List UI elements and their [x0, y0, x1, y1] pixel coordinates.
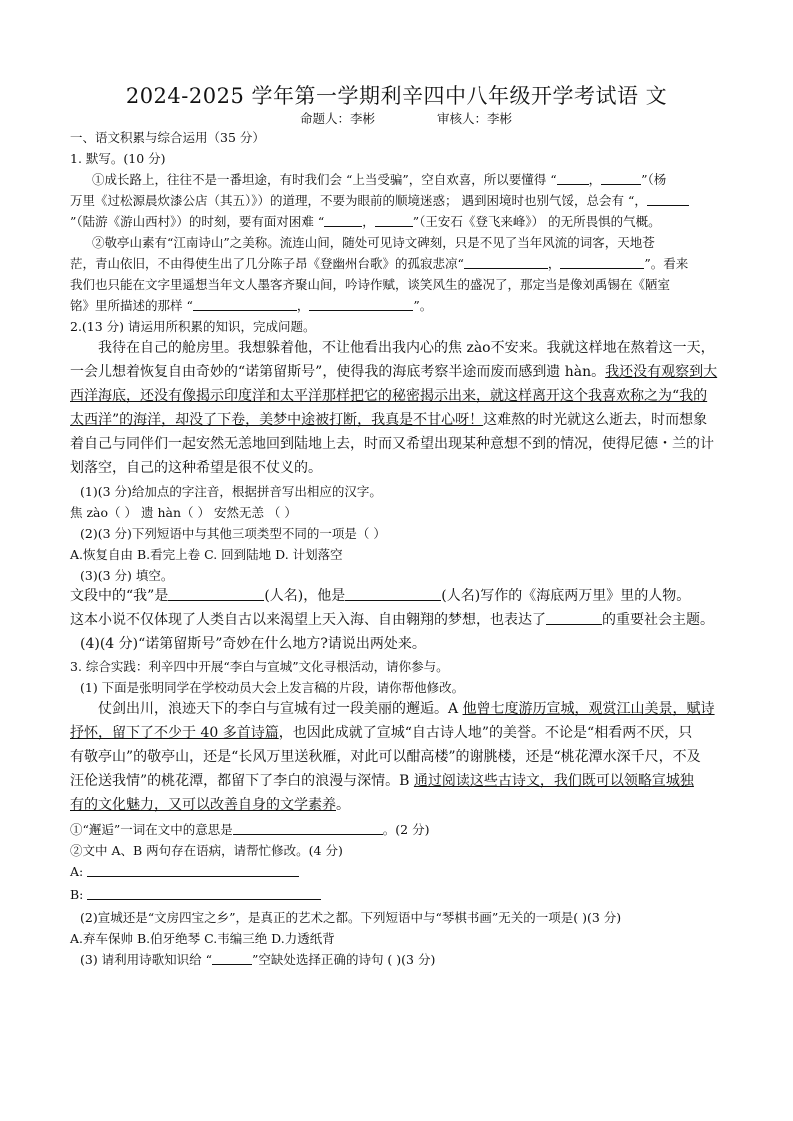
q3-text: ”空缺处选择正确的诗句 ( )(3 分): [252, 952, 436, 967]
q3-options: A.弃车保帅 B.伯牙绝琴 C.韦编三绝 D.力透纸背: [70, 931, 335, 946]
passage-text: 。: [336, 797, 350, 813]
answer-blank[interactable]: [375, 214, 413, 227]
answer-blank[interactable]: [557, 172, 589, 185]
q1-text: ，: [547, 256, 561, 271]
answer-blank[interactable]: [309, 298, 413, 311]
passage-text: 汪伦送我情”的桃花潭，都留下了李白的浪漫与深情。B: [70, 773, 414, 789]
q1-line: [92, 169, 666, 190]
passage-line: [70, 408, 707, 432]
answer-label: A:: [70, 864, 84, 879]
passage-line: 划落空，自己的这种希望是很不仗义的。: [70, 460, 322, 476]
q1-text: ”。: [413, 298, 433, 313]
q3-sub-question: (2)宣城还是“文房四宝之乡”，是真正的艺术之都。下列短语中与“琴棋书画”无关的一项是( )(3 分): [80, 910, 622, 925]
underlined-text: 抒怀，留下了不少于 40 多首诗篇: [70, 725, 279, 741]
answer-blank[interactable]: [212, 952, 252, 965]
answer-blank[interactable]: [601, 172, 641, 185]
fill-text: 的重要社会主题。: [602, 612, 714, 628]
q1-text: ，: [362, 214, 375, 229]
passage-line: 我待在自己的舱房里。我想躲着他，不让他看出我内心的焦 zào不安来。我就这样地在熬着这一天，: [98, 340, 715, 356]
answer-blank[interactable]: [324, 214, 362, 227]
answer-blank[interactable]: [193, 298, 297, 311]
passage-text: 一会儿想着恢复自由奇妙的“诺第留斯号”，使得我的海底考察半途而废而感到遗 hàn。: [70, 364, 606, 380]
answer-line-a: [70, 861, 299, 882]
reviewer-label: 审核人：李彬: [437, 111, 513, 126]
underlined-text: 他曾七度游历宣城，观赏江山美景，赋诗: [462, 701, 715, 717]
q1-text: ”。看来: [644, 256, 689, 271]
fill-line: [70, 584, 690, 608]
q2-sub-question: (4)(4 分)“诺第留斯号”奇妙在什么地方?请说出两处来。: [80, 636, 426, 652]
q1-text: 茫，青山依旧，不由得使生出了几分陈子昂《登幽州台歌》的孤寂悲凉“: [70, 256, 464, 271]
underlined-text: 通过阅读这些古诗文，我们既可以领略宣城独: [413, 773, 694, 789]
underlined-text: 有的文化魅力，又可以改善自身的文学素养: [70, 797, 336, 813]
passage-line: 着自己与同伴们一起安然无恙地回到陆地上去，时而又希望出现某种意想不到的情况，使得尼德・兰的计: [70, 436, 714, 452]
answer-blank[interactable]: [647, 193, 689, 206]
answer-blank[interactable]: [546, 612, 602, 625]
q3-text: 。(2 分): [382, 822, 430, 837]
q2-sub-question: (3)(3 分) 填空。: [80, 568, 174, 583]
passage-line: [70, 769, 694, 793]
q1-heading: 1. 默写。(10 分): [70, 151, 166, 166]
q1-text: ①成长路上，往往不是一番坦途，有时我们会 “上当受骗”，空自欢喜，所以要懂得 “: [92, 172, 557, 187]
q1-line: ②敬亭山素有“江南诗山”之美称。流连山间，随处可见诗文碑刻，只是不见了当年风流的词客，天地苍: [92, 235, 655, 250]
q2-sub-question: (2)(3 分)下列短语中与其他三项类型不同的一项是（ ）: [80, 526, 386, 541]
q2-options: A.恢复自由 B.看完上卷 C. 回到陆地 D. 计划落空: [70, 547, 343, 562]
q1-text: ，: [588, 172, 602, 187]
answer-blank[interactable]: [87, 887, 321, 900]
passage-line: [70, 721, 692, 745]
underlined-text: 我还没有观察到大: [605, 364, 718, 380]
passage-line: [98, 697, 715, 721]
fill-text: 文段中的“我”是: [70, 588, 169, 604]
q3-text: ①“邂逅”一词在文中的意思是: [70, 822, 233, 837]
fill-line: [70, 608, 714, 632]
passage-line: [70, 793, 350, 817]
section-heading: 一、语文积累与综合运用（35 分）: [70, 130, 265, 145]
answer-blank[interactable]: [464, 256, 548, 269]
q2-sub-question: (1)(3 分)给加点的字注音，根据拼音写出相应的汉字。: [80, 484, 382, 499]
q1-text: 万里《过松源晨炊漆公店（其五）》）的道理，不要为眼前的顺境迷惑； 遇到困境时也别气馁，总会有 “，: [70, 193, 647, 208]
underlined-text: 太西洋”的海洋，却没了下卷，美梦中途被打断，我真是不甘心呀！: [70, 412, 484, 428]
q3-heading: 3. 综合实践：利辛四中开展“李白与宣城”文化寻根活动，请你参与。: [70, 659, 449, 674]
q1-line: [70, 295, 432, 316]
passage-text: 仗剑出川，浪迹天下的李白与宣城有过一段美丽的邂逅。A: [98, 701, 463, 717]
q1-line: [70, 253, 688, 274]
q3-item: [70, 819, 429, 840]
q1-text: ，: [296, 298, 310, 313]
passage-text: ，也因此成就了宣城“自古诗人地”的美誉。不论是“相看两不厌，只: [278, 725, 693, 741]
q2-sub-answers: 焦 zào（ ） 遗 hàn（ ） 安然无恙 （ ）: [70, 505, 297, 520]
fill-text: (人名)，他是: [264, 588, 346, 604]
q3-item: ②文中 A、B 两句存在语病，请帮忙修改。(4 分): [70, 843, 343, 858]
q1-text: ”（杨: [641, 172, 667, 187]
setter-label: 命题人：李彬: [300, 111, 376, 126]
q3-text: (3) 请利用诗歌知识给 “: [80, 952, 213, 967]
q1-line: [70, 211, 661, 232]
q1-text: ”（陆游《游山西村》）的时刻，要有面对困难 “: [70, 214, 325, 229]
passage-line: 西洋海底，还没有像揭示印度洋和太平洋那样把它的秘密揭示出来，就这样离开这个我喜欢称之为“我的: [70, 388, 708, 404]
q1-text: 铭》里所描述的那样 “: [70, 298, 193, 313]
q1-text: ”（王安石《登飞来峰》） 的无所畏惧的气概。: [412, 214, 661, 229]
q1-line: [70, 190, 689, 211]
passage-text: 这难熬的时光就这么逝去，时而想象: [483, 412, 708, 428]
passage-line: 有敬亭山”的敬亭山，还是“长风万里送秋雁，对此可以酣高楼”的谢朓楼，还是“桃花潭水深千尺，不及: [70, 749, 701, 765]
fill-text: (人名)写作的《海底两万里》里的人物。: [441, 588, 691, 604]
passage-line: [70, 360, 717, 384]
answer-label: B:: [70, 887, 84, 902]
q3-sub-question: [80, 949, 435, 970]
answer-blank[interactable]: [168, 588, 264, 601]
q1-line: 我们也只能在文字里遥想当年文人墨客齐聚山间，吟诗作赋，谈笑风生的盛况了，那定当是像刘禹锡在《陋室: [70, 277, 671, 292]
answer-blank[interactable]: [560, 256, 644, 269]
answer-blank[interactable]: [345, 588, 441, 601]
answer-blank[interactable]: [87, 864, 299, 877]
q2-heading: 2.(13 分) 请运用所积累的知识，完成问题。: [70, 319, 316, 334]
exam-title: 2024-2025 学年第一学期利辛四中八年级开学考试语 文: [125, 84, 668, 108]
answer-line-b: [70, 884, 321, 905]
fill-text: 这本小说不仅体现了人类自古以来渴望上天入海、自由翱翔的梦想，也表达了: [70, 612, 546, 628]
answer-blank[interactable]: [233, 822, 383, 835]
q3-sub-question: (1) 下面是张明同学在学校动员大会上发言稿的片段，请你帮他修改。: [80, 680, 465, 695]
